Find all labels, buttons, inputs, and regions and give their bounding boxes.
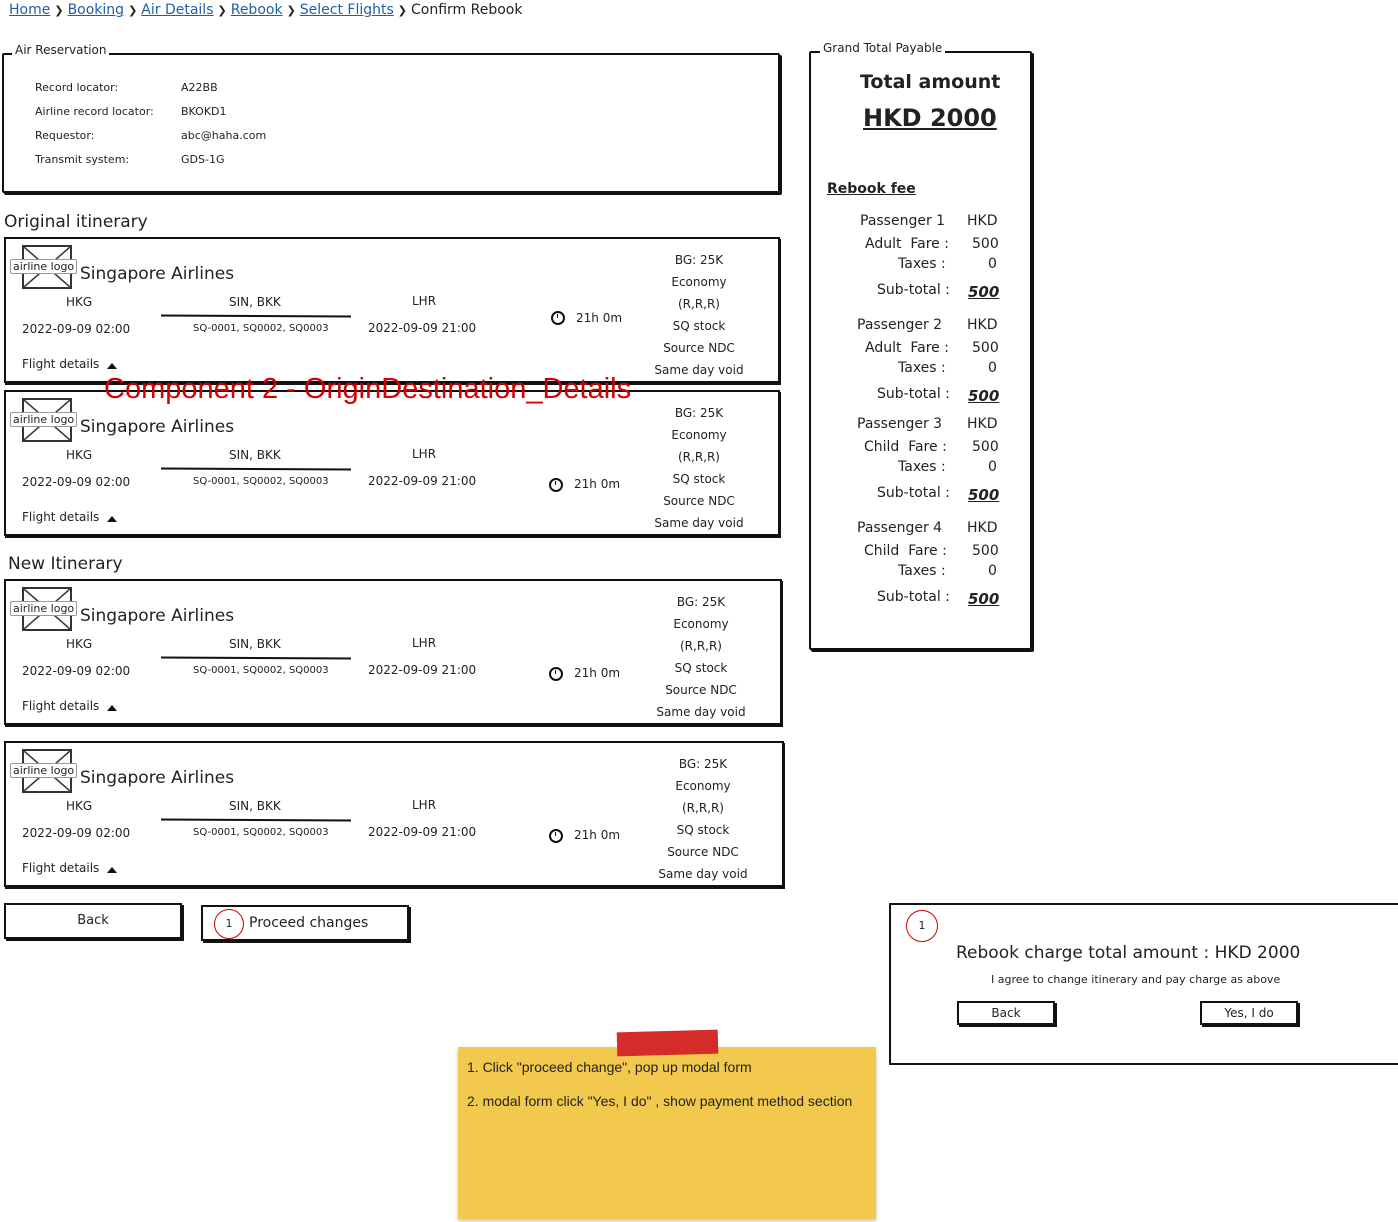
baggage-allowance: BG: 25K — [678, 757, 728, 771]
booking-source: Source NDC — [667, 845, 739, 859]
flight-details-link[interactable]: Flight details — [22, 861, 100, 875]
void-policy: Same day void — [654, 363, 744, 377]
flight-card — [4, 741, 784, 887]
new-itinerary-title: New Itinerary — [8, 554, 123, 574]
subtotal-label: Sub-total : — [877, 589, 950, 605]
via-airports: SIN, BKK — [229, 637, 281, 651]
sticky-tape — [617, 1030, 719, 1057]
baggage-allowance: BG: 25K — [674, 253, 724, 267]
breadcrumb-current: Confirm Rebook — [411, 2, 523, 18]
fare-value: 500 — [972, 236, 999, 252]
air-reservation-panel — [2, 53, 780, 193]
flight-duration: 21h 0m — [574, 828, 621, 842]
fare-codes: (R,R,R) — [681, 801, 724, 815]
step-badge: 1 — [906, 910, 938, 942]
transmit-system-label: Transmit system: — [35, 153, 130, 166]
chevron-right-icon: ❯ — [128, 4, 138, 17]
subtotal-value: 500 — [968, 486, 1000, 504]
proceed-changes-label: Proceed changes — [249, 915, 369, 931]
via-airports: SIN, BKK — [229, 448, 281, 462]
flight-numbers: SQ-0001, SQ0002, SQ0003 — [193, 476, 329, 487]
arrival-time: 2022-09-09 21:00 — [368, 321, 477, 335]
fare-value: 500 — [972, 439, 999, 455]
flight-duration: 21h 0m — [576, 311, 623, 325]
void-policy: Same day void — [654, 516, 744, 530]
departure-time: 2022-09-09 02:00 — [22, 322, 131, 336]
airline-logo-label: airline logo — [10, 763, 77, 778]
proceed-changes-button[interactable] — [201, 905, 409, 941]
route-line — [161, 657, 351, 660]
via-airports: SIN, BKK — [229, 295, 281, 309]
flight-duration: 21h 0m — [574, 477, 621, 491]
taxes-value: 0 — [988, 256, 997, 272]
ticket-stock: SQ stock — [672, 472, 726, 486]
flight-card — [4, 390, 780, 536]
flight-numbers: SQ-0001, SQ0002, SQ0003 — [193, 323, 329, 334]
chevron-right-icon: ❯ — [54, 4, 64, 17]
origin-airport: HKG — [66, 295, 93, 309]
airline-name: Singapore Airlines — [80, 417, 235, 437]
caret-up-icon[interactable] — [107, 363, 117, 369]
fare-label: Child Fare : — [864, 543, 947, 559]
flight-card — [4, 579, 782, 725]
fare-info — [648, 753, 758, 885]
flight-card — [4, 237, 780, 383]
rebook-confirm-modal — [889, 903, 1398, 1065]
passenger-name: Passenger 3 — [857, 416, 943, 432]
arrival-time: 2022-09-09 21:00 — [368, 663, 477, 677]
ticket-stock: SQ stock — [674, 661, 728, 675]
origin-airport: HKG — [66, 637, 93, 651]
record-locator-label: Record locator: — [35, 81, 119, 94]
requestor-value: abc@haha.com — [181, 129, 267, 142]
flight-numbers: SQ-0001, SQ0002, SQ0003 — [193, 827, 329, 838]
grand-total-legend: Grand Total Payable — [820, 41, 945, 55]
fare-codes: (R,R,R) — [677, 450, 720, 464]
note-line-2: 2. modal form click "Yes, I do" , show payment method section — [467, 1093, 853, 1109]
chevron-right-icon: ❯ — [397, 4, 408, 17]
modal-agreement-text: I agree to change itinerary and pay charge as above — [991, 973, 1281, 986]
passenger-name: Passenger 4 — [857, 520, 943, 536]
baggage-allowance: BG: 25K — [674, 406, 724, 420]
rebook-fee-label[interactable]: Rebook fee — [827, 181, 916, 197]
taxes-label: Taxes : — [898, 256, 946, 272]
modal-confirm-button[interactable]: Yes, I do — [1200, 1001, 1298, 1025]
flight-duration: 21h 0m — [574, 666, 621, 680]
airline-name: Singapore Airlines — [80, 264, 235, 284]
fare-label: Adult Fare : — [865, 236, 949, 252]
route-line — [161, 315, 351, 318]
transmit-system-value: GDS-1G — [181, 153, 225, 166]
fare-info — [646, 591, 756, 723]
airline-name: Singapore Airlines — [80, 606, 235, 626]
back-button[interactable]: Back — [4, 903, 182, 939]
void-policy: Same day void — [658, 867, 748, 881]
fare-info — [644, 402, 754, 534]
passenger-currency: HKD — [967, 520, 998, 536]
step-badge: 1 — [214, 909, 244, 939]
record-locator-value: A22BB — [181, 81, 218, 94]
clock-icon — [549, 667, 563, 681]
caret-up-icon[interactable] — [107, 705, 117, 711]
subtotal-value: 500 — [968, 590, 1000, 608]
flight-details-link[interactable]: Flight details — [22, 510, 100, 524]
void-policy: Same day void — [656, 705, 746, 719]
subtotal-value: 500 — [968, 387, 1000, 405]
route-line — [161, 819, 351, 822]
sticky-note — [458, 1047, 876, 1219]
cabin-class: Economy — [673, 617, 729, 631]
taxes-value: 0 — [988, 459, 997, 475]
modal-back-button[interactable]: Back — [957, 1001, 1055, 1025]
component-annotation: Component 2 - OriginDestination_Details — [104, 373, 632, 405]
airline-logo-label: airline logo — [10, 259, 77, 274]
fare-label: Adult Fare : — [865, 340, 949, 356]
subtotal-label: Sub-total : — [877, 485, 950, 501]
subtotal-value: 500 — [968, 283, 1000, 301]
taxes-label: Taxes : — [898, 563, 946, 579]
breadcrumb-select-flights[interactable]: Select Flights — [299, 2, 394, 18]
subtotal-label: Sub-total : — [877, 386, 950, 402]
breadcrumb-booking[interactable]: Booking — [67, 2, 125, 18]
taxes-value: 0 — [988, 360, 997, 376]
destination-airport: LHR — [412, 447, 437, 461]
airline-logo-label: airline logo — [10, 601, 77, 616]
passenger-currency: HKD — [967, 213, 998, 229]
airline-record-locator-value: BKOKD1 — [181, 105, 227, 118]
origin-airport: HKG — [66, 799, 93, 813]
airline-record-locator-label: Airline record locator: — [35, 105, 154, 118]
cabin-class: Economy — [675, 779, 731, 793]
fare-value: 500 — [972, 543, 999, 559]
clock-icon — [549, 478, 563, 492]
arrival-time: 2022-09-09 21:00 — [368, 474, 477, 488]
taxes-label: Taxes : — [898, 360, 946, 376]
caret-up-icon[interactable] — [107, 867, 117, 873]
fare-codes: (R,R,R) — [677, 297, 720, 311]
flight-numbers: SQ-0001, SQ0002, SQ0003 — [193, 665, 329, 676]
fare-info — [644, 249, 754, 381]
departure-time: 2022-09-09 02:00 — [22, 475, 131, 489]
requestor-label: Requestor: — [35, 129, 95, 142]
origin-airport: HKG — [66, 448, 93, 462]
fare-label: Child Fare : — [864, 439, 947, 455]
air-reservation-legend: Air Reservation — [12, 43, 109, 57]
fare-value: 500 — [972, 340, 999, 356]
destination-airport: LHR — [412, 636, 437, 650]
modal-heading: Rebook charge total amount : HKD 2000 — [956, 943, 1301, 963]
destination-airport: LHR — [412, 798, 437, 812]
departure-time: 2022-09-09 02:00 — [22, 664, 131, 678]
departure-time: 2022-09-09 02:00 — [22, 826, 131, 840]
booking-source: Source NDC — [663, 341, 735, 355]
passenger-currency: HKD — [967, 317, 998, 333]
caret-up-icon[interactable] — [107, 516, 117, 522]
arrival-time: 2022-09-09 21:00 — [368, 825, 477, 839]
passenger-name: Passenger 1 — [860, 213, 946, 229]
ticket-stock: SQ stock — [676, 823, 730, 837]
chevron-right-icon: ❯ — [286, 4, 296, 17]
booking-source: Source NDC — [665, 683, 737, 697]
clock-icon — [549, 829, 563, 843]
cabin-class: Economy — [671, 275, 727, 289]
breadcrumb-home[interactable]: Home — [9, 2, 51, 18]
total-amount-value: HKD 2000 — [863, 104, 997, 132]
destination-airport: LHR — [412, 294, 437, 308]
chevron-right-icon: ❯ — [217, 4, 227, 17]
subtotal-label: Sub-total : — [877, 282, 950, 298]
passenger-name: Passenger 2 — [857, 317, 943, 333]
via-airports: SIN, BKK — [229, 799, 281, 813]
breadcrumb-rebook[interactable]: Rebook — [230, 2, 283, 18]
route-line — [161, 468, 351, 471]
clock-icon — [551, 311, 565, 325]
taxes-value: 0 — [988, 563, 997, 579]
original-itinerary-title: Original itinerary — [4, 212, 148, 232]
breadcrumb-air-details[interactable]: Air Details — [141, 2, 214, 18]
flight-details-link[interactable]: Flight details — [22, 699, 100, 713]
breadcrumb — [9, 2, 522, 18]
ticket-stock: SQ stock — [672, 319, 726, 333]
cabin-class: Economy — [671, 428, 727, 442]
total-amount-title: Total amount — [860, 71, 1001, 93]
airline-name: Singapore Airlines — [80, 768, 235, 788]
flight-details-link[interactable]: Flight details — [22, 357, 100, 371]
note-line-1: 1. Click "proceed change", pop up modal form — [467, 1059, 752, 1075]
booking-source: Source NDC — [663, 494, 735, 508]
fare-codes: (R,R,R) — [679, 639, 722, 653]
passenger-currency: HKD — [967, 416, 998, 432]
baggage-allowance: BG: 25K — [676, 595, 726, 609]
taxes-label: Taxes : — [898, 459, 946, 475]
airline-logo-label: airline logo — [10, 412, 77, 427]
